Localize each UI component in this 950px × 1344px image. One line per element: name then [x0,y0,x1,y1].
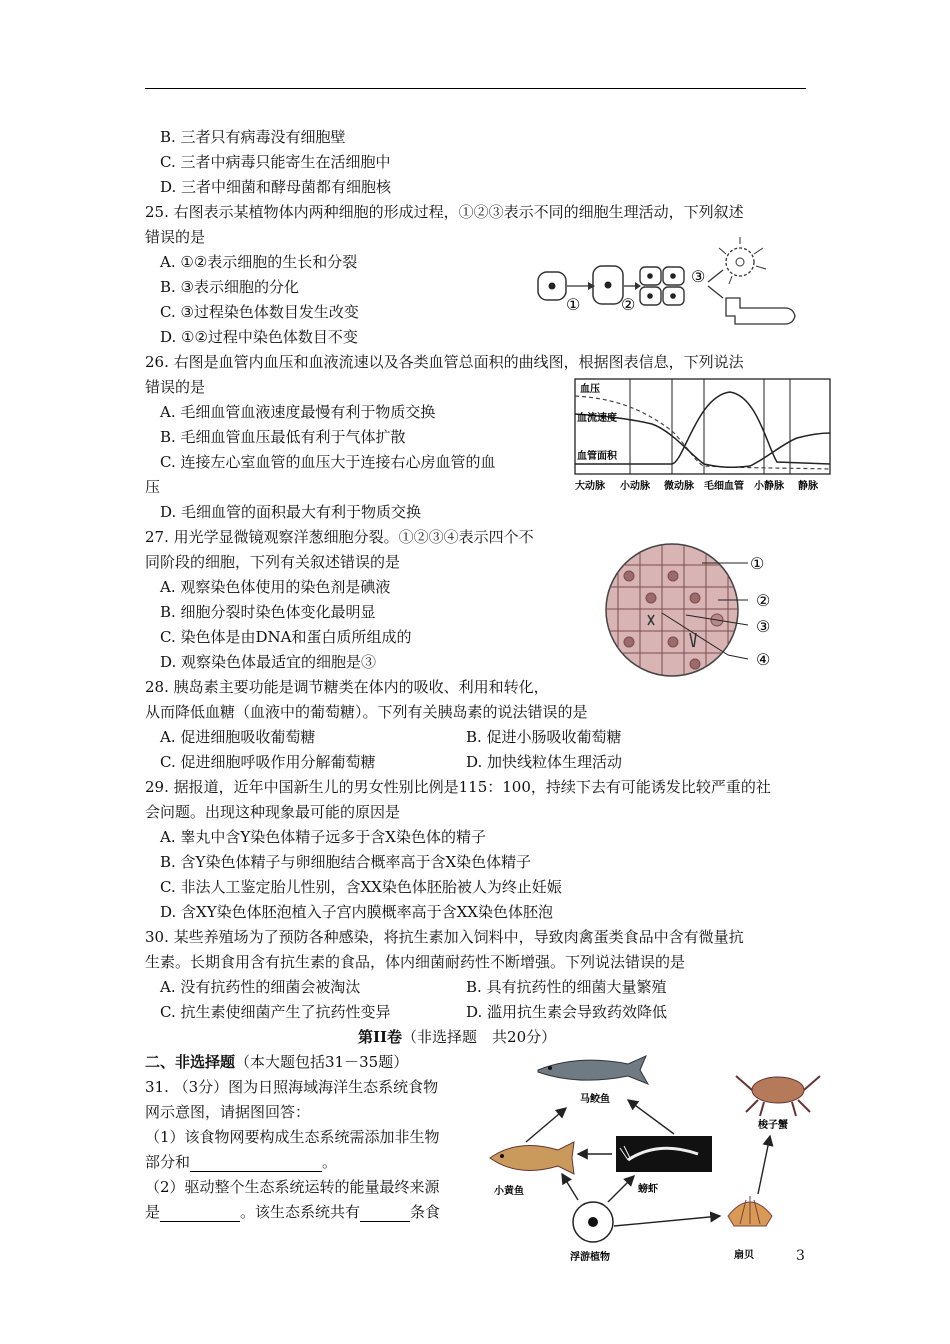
q27-stem: 27. 用光学显微镜观察洋葱细胞分裂。①②③④表示四个不 [145,528,534,546]
label-mackerel: 马鲛鱼 [580,1094,610,1105]
q27-option-a: A. 观察染色体使用的染色剂是碘液 [160,578,391,596]
q31-part1-text: 部分和 [145,1153,191,1171]
micro-label-3: ③ [756,617,771,636]
q31-stem-cont: 网示意图，请据图回答： [145,1103,311,1121]
q26-stem: 26. 右图是血管内血压和血液流速以及各类血管总面积的曲线图，根据图表信息，下列说法 [145,353,744,371]
q31-part2-cont [145,1202,440,1222]
q27-option-b: B. 细胞分裂时染色体变化最明显 [160,603,376,621]
volume-title-bold: 第II卷 [358,1028,403,1046]
micro-label-1: ① [750,554,765,573]
q29-stem: 29. 据报道，近年中国新生儿的男女性别比例是115：100，持续下去有可能诱发比较严重的社 [145,778,771,796]
volume-title-rest: （非选择题 共20分） [402,1028,557,1046]
q26-option-c-cont: 压 [145,478,161,496]
q31-part1: （1）该食物网要构成生态系统需添加非生物 [145,1128,440,1146]
food-web-diagram [478,1050,828,1268]
label-yellowfish: 小黄鱼 [494,1186,524,1197]
yellow-croaker-icon [490,1142,574,1174]
q31-part2-text-a: 是 [145,1203,161,1221]
q27-stem-cont: 同阶段的细胞，下列有关叙述错误的是 [145,553,401,571]
q29-option-d: D. 含XY染色体胚泡植入子宫内膜概率高于含XX染色体胚泡 [160,903,553,921]
mackerel-icon [538,1056,648,1084]
q24-option-d: D. 三者中细菌和酵母菌都有细胞核 [160,178,392,196]
q24-option-c: C. 三者中病毒只能寄生在活细胞中 [160,153,391,171]
q30-option-b: B. 具有抗药性的细菌大量繁殖 [466,978,667,996]
q24-option-b: B. 三者只有病毒没有细胞壁 [160,128,346,146]
label-plankton: 浮游植物 [570,1252,610,1263]
q28-option-a: A. 促进细胞吸收葡萄糖 [160,728,316,746]
label-shrimp: 螃虾 [638,1184,658,1195]
section-heading [145,1052,408,1072]
page-number: 3 [796,1248,805,1264]
label-3: ③ [691,267,706,286]
q28-option-b: B. 促进小肠吸收葡萄糖 [466,728,622,746]
q31-part2-text-b: 。该生态系统共有 [240,1203,361,1221]
chart-label-pressure: 血压 [580,384,600,395]
x-label-capillary: 毛细血管 [704,481,744,492]
plankton-icon [573,1202,613,1242]
x-label-arteriole: 微动脉 [664,481,694,492]
scallop-icon [728,1196,772,1226]
q30-stem-cont: 生素。长期食用含有抗生素的食品，体内细菌耐药性不断增强。下列说法错误的是 [145,953,686,971]
q28-stem-cont: 从而降低血糖（血液中的葡萄糖）。下列有关胰岛素的说法错误的是 [145,703,588,721]
q29-option-a: A. 睾丸中含Y染色体精子远多于含X染色体的精子 [160,828,486,846]
q25-option-c: C. ③过程染色体数目发生改变 [160,303,359,321]
q25-stem-cont: 错误的是 [145,228,206,246]
section-heading-bold: 二、非选择题 [145,1053,236,1071]
micro-label-2: ② [756,591,771,610]
label-scallop: 扇贝 [734,1250,754,1261]
q26-option-a: A. 毛细血管血液速度最慢有利于物质交换 [160,403,436,421]
x-label-vein: 静脉 [798,481,818,492]
q30-option-a: A. 没有抗药性的细菌会被淘汰 [160,978,361,996]
label-crab: 梭子蟹 [758,1120,788,1131]
q30-option-d: D. 滥用抗生素会导致药效降低 [466,1003,668,1021]
q31-part2-text-c: 条食 [410,1203,441,1221]
q28-option-c: C. 促进细胞呼吸作用分解葡萄糖 [160,753,376,771]
x-label-artery: 小动脉 [620,481,650,492]
q31-part1-cont [145,1152,337,1172]
answer-blank-1[interactable] [190,1156,322,1172]
header-rule [145,88,806,89]
q28-option-d: D. 加快线粒体生理活动 [466,753,623,771]
q29-option-b: B. 含Y染色体精子与卵细胞结合概率高于含X染色体精子 [160,853,532,871]
onion-root-micrograph [598,543,783,678]
q29-option-c: C. 非法人工鉴定胎儿性别，含XX染色体胚胎被人为终止妊娠 [160,878,562,896]
q28-stem: 28. 胰岛素主要功能是调节糖类在体内的吸收、利用和转化， [145,678,549,696]
answer-blank-2[interactable] [160,1206,240,1222]
x-label-aorta: 大动脉 [575,481,605,492]
q31-stem: 31. （3分）图为日照海域海洋生态系统食物 [145,1078,439,1096]
chart-label-area: 血管面积 [577,451,617,462]
q25-option-b: B. ③表示细胞的分化 [160,278,300,296]
crab-icon [736,1076,820,1116]
q27-option-c: C. 染色体是由DNA和蛋白质所组成的 [160,628,412,646]
q26-option-b: B. 毛细血管血压最低有利于气体扩散 [160,428,406,446]
volume-title [358,1027,556,1047]
q31-part2: （2）驱动整个生态系统运转的能量最终来源 [145,1178,440,1196]
q31-part1-end: 。 [322,1153,338,1171]
label-2: ② [621,295,636,314]
q25-option-d: D. ①②过程中染色体数目不变 [160,328,358,346]
q27-option-d: D. 观察染色体最适宜的细胞是③ [160,653,377,671]
q29-stem-cont: 会问题。出现这种现象最可能的原因是 [145,803,401,821]
micro-label-4: ④ [756,650,771,669]
label-1: ① [566,295,581,314]
q25-stem: 25. 右图表示某植物体内两种细胞的形成过程，①②③表示不同的细胞生理活动，下列叙述 [145,203,744,221]
q30-stem: 30. 某些养殖场为了预防各种感染，将抗生素加入饲料中，导致肉禽蛋类食品中含有微量抗 [145,928,744,946]
cell-differentiation-figure [533,234,803,334]
q25-option-a: A. ①②表示细胞的生长和分裂 [160,253,358,271]
q26-option-c: C. 连接左心室血管的血压大于连接右心房血管的血 [160,453,496,471]
q30-option-c: C. 抗生素使细菌产生了抗药性变异 [160,1003,391,1021]
shrimp-icon [616,1136,712,1172]
answer-blank-3[interactable] [360,1206,410,1222]
q26-stem-cont: 错误的是 [145,378,206,396]
blood-vessel-chart [572,376,834,494]
x-label-venule: 小静脉 [754,481,784,492]
chart-label-speed: 血流速度 [577,413,617,424]
q26-option-d: D. 毛细血管的面积最大有利于物质交换 [160,503,422,521]
section-heading-rest: （本大题包括31－35题） [235,1053,409,1071]
